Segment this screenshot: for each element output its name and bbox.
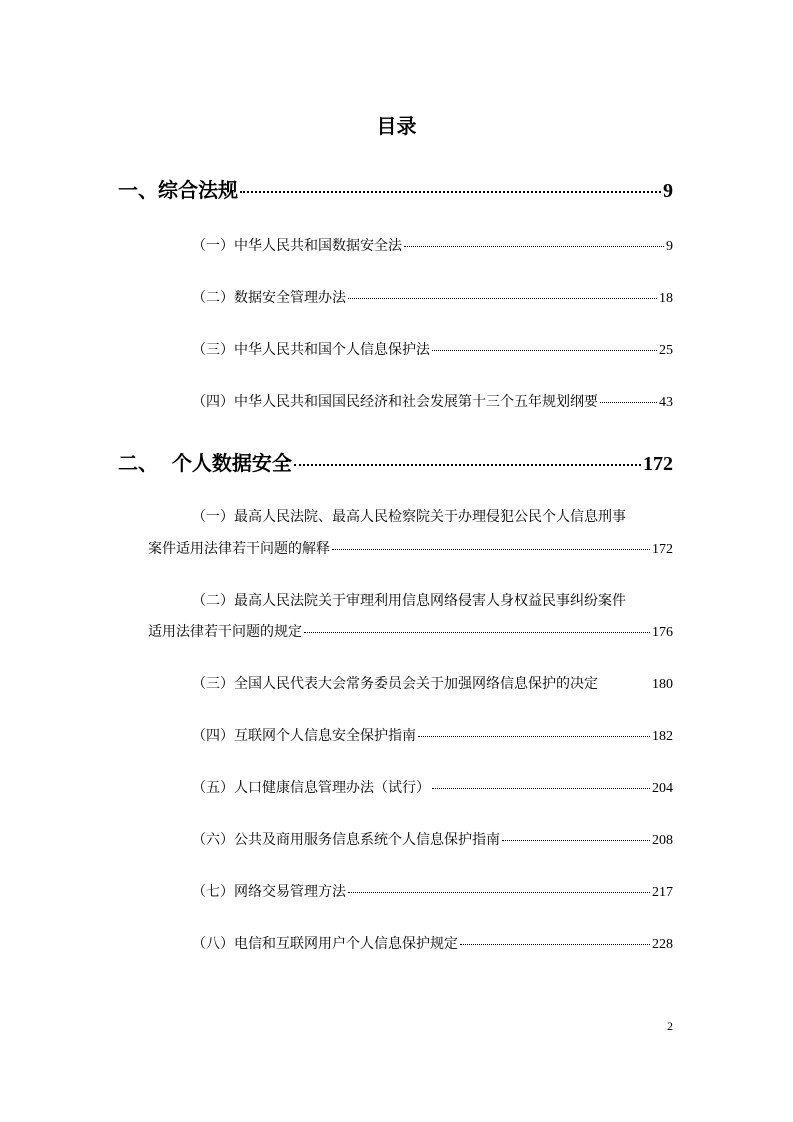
- toc-entry-label: 案件适用法律若干问题的解释: [148, 541, 330, 557]
- toc-entry[interactable]: [192, 287, 673, 309]
- toc-page-number: 204: [652, 781, 673, 796]
- toc-entry[interactable]: [192, 829, 673, 851]
- toc-leader: [332, 549, 650, 550]
- toc-page-number: 9: [666, 239, 673, 254]
- toc-entry[interactable]: [192, 673, 673, 695]
- toc-entry[interactable]: [192, 881, 673, 903]
- toc-leader: [240, 191, 661, 193]
- toc-entry-label: （四）互联网个人信息安全保护指南: [192, 728, 416, 744]
- toc-page-number: 217: [652, 885, 673, 900]
- toc-page-number: 172: [652, 542, 673, 557]
- toc-entry[interactable]: [192, 933, 673, 955]
- toc-page-number: 180: [652, 677, 673, 692]
- toc-leader: [348, 298, 657, 299]
- page-title: 目录: [376, 114, 417, 138]
- toc-leader: [304, 632, 650, 633]
- toc-page-number: 18: [659, 291, 673, 306]
- toc-section-label: 二、 个人数据安全: [118, 451, 292, 475]
- toc-leader: [418, 736, 650, 737]
- toc-entry-label: （三）全国人民代表大会常务委员会关于加强网络信息保护的决定: [192, 676, 598, 692]
- toc-entry[interactable]: [192, 339, 673, 361]
- toc-leader: [432, 788, 650, 789]
- toc-entry-label: （二）数据安全管理办法: [192, 290, 346, 306]
- toc-entry-label: 适用法律若干问题的规定: [148, 624, 302, 640]
- toc-entry-label: （八）电信和互联网用户个人信息保护规定: [192, 936, 458, 952]
- toc-page-number: 208: [652, 833, 673, 848]
- toc-page-number: 182: [652, 729, 673, 744]
- toc-entry-label: （六）公共及商用服务信息系统个人信息保护指南: [192, 832, 500, 848]
- toc-entry-label: （一）中华人民共和国数据安全法: [192, 238, 402, 254]
- toc-entry-line1[interactable]: （一）最高人民法院、最高人民检察院关于办理侵犯公民个人信息刑事: [192, 509, 626, 525]
- toc-entry-label: （三）中华人民共和国个人信息保护法: [192, 342, 430, 358]
- toc-entry-line1[interactable]: （二）最高人民法院关于审理利用信息网络侵害人身权益民事纠纷案件: [192, 593, 626, 609]
- toc-entry[interactable]: [192, 777, 673, 799]
- toc-leader: [348, 892, 650, 893]
- toc-leader: [600, 402, 657, 403]
- toc-page-number: 228: [652, 937, 673, 952]
- toc-entry[interactable]: [192, 391, 673, 413]
- footer-page-number: 2: [667, 1019, 673, 1033]
- toc-page-number: 43: [659, 395, 673, 410]
- toc-entry[interactable]: [148, 621, 673, 643]
- toc-entry-label: （四）中华人民共和国国民经济和社会发展第十三个五年规划纲要: [192, 394, 598, 410]
- toc-leader: [502, 840, 650, 841]
- toc-section-label: 一、综合法规: [118, 178, 238, 202]
- toc-page-number: 25: [659, 343, 673, 358]
- toc-leader: [404, 246, 664, 247]
- toc-leader: [294, 464, 641, 466]
- toc-entry-label: （七）网络交易管理方法: [192, 884, 346, 900]
- toc-entry[interactable]: [148, 538, 673, 560]
- toc-entry[interactable]: [192, 235, 673, 257]
- toc-leader: [460, 944, 650, 945]
- toc-entry-label: （五）人口健康信息管理办法（试行）: [192, 780, 430, 796]
- toc-leader: [432, 350, 657, 351]
- toc-page-number: 176: [652, 625, 673, 640]
- toc-entry[interactable]: [192, 725, 673, 747]
- toc-page-number: 172: [643, 453, 673, 475]
- toc-page-number: 9: [663, 180, 673, 202]
- toc-section-2[interactable]: [118, 447, 673, 477]
- toc-section-1[interactable]: [118, 174, 673, 204]
